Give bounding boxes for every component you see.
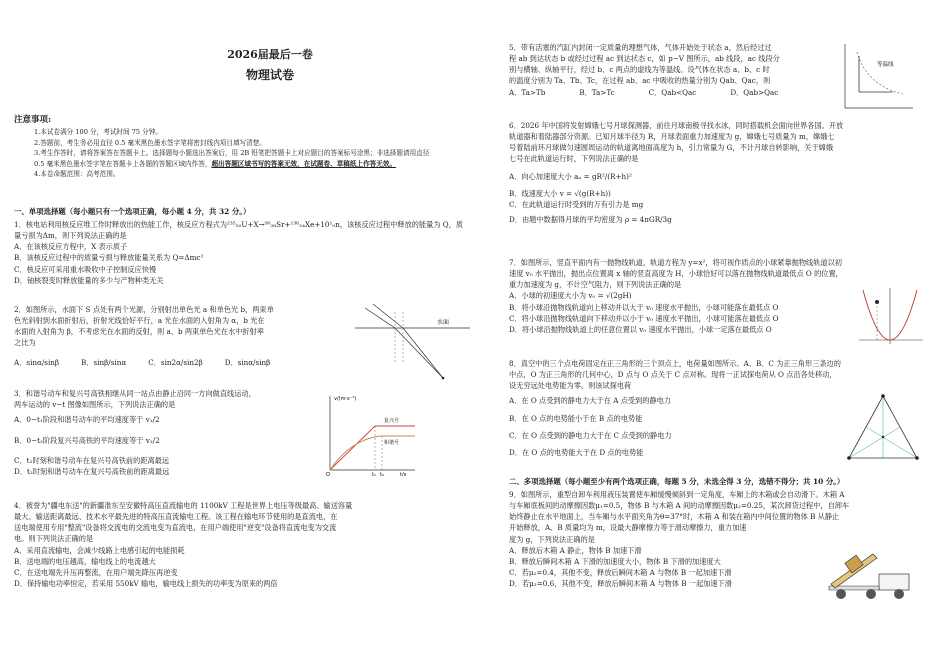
option: D．铀核裂变时释放能量的多少与产物种类无关 [14, 275, 164, 285]
option: A．0−t₁阶段和谐号动车的平均速度等于 v₁/2 [14, 415, 160, 425]
ray-b [403, 328, 443, 378]
parabola-figure [855, 286, 925, 346]
option: C．将小球沿抛物线轨道向下移动并以小于 v₀ 速度水平抛出，小球可能落在最低点 O [509, 313, 779, 323]
wheel [836, 589, 846, 599]
notice-item: 3.考生作答时，请将答案答在答题卡上。选择题每小题选出答案后，用 2B 铅笔把答题卡上对应题目的答案标号涂黑；非选择题请用直径 0.5 毫米黑色墨水签字笔在答题卡上各题的答题区域内作答，超出答题区域书写的答案无效，在试题卷、草稿纸上作答无效。 [34, 149, 430, 168]
option: C．sin2α/sin2β [148, 357, 203, 367]
refraction-figure [355, 302, 470, 382]
option: B．线速度大小 v = √(g(R+h)) [509, 188, 611, 198]
option: A．释放后木箱 A 静止，物体 B 加速下滑 [509, 545, 642, 555]
option: D．若μ₂=0.6，其他不变，释放后瞬间木箱 A 与物体 B 一起加速下滑 [509, 579, 732, 589]
notice-item: 2.答题前，考生务必用直径 0.5 毫米黑色墨水签字笔将密封线内项目填写清楚。 [34, 138, 266, 147]
option: A．在 O 点受到的静电力大于在 A 点受到的静电力 [509, 396, 671, 406]
option: D．保持输电功率恒定，若采用 550kV 输电，输电线上损失的功率变为原来的两倍 [14, 579, 278, 589]
option: C．在此轨道运行时受到的万有引力是 mg [509, 199, 644, 209]
option: B．释放后瞬间木箱 A 下滑的加速度大小，物体 B 下滑的加速度大 [509, 556, 721, 566]
question-8: 8．真空中的三个点电荷固定在正三角形的三个顶点上，电荷量如图所示。A、B、C 为正三角形三条边的 中点，O 为正三角形的几何中心，D 点与 O 点关于 C 点对称。现将一正试探电荷从 O 点沿各处移动， 设无穷远处电势能为零。则该试探电荷 A．在 O 点受到的静电力大于在 A 点受到的静电力 B．在 O 点的电势能小于在 B 点的电势能 C．在 O 点受到的静电力大于在 C 点受到的静电力 D．在 O 点的电势能大于在 D 点的电势能 [509, 358, 939, 458]
option: B．Ta>Tc [579, 87, 615, 97]
option: A．采用直流输电，会减少线路上电感引起的电能损耗 [14, 545, 185, 555]
question-9: 9．如图所示，重型自卸车利用液压装置使车厢缓慢倾斜到一定角度，车厢上的木箱或会自动滑下。木箱 A 与车厢底板间的动摩擦因数μ₁=0.5，物体 B 与木箱 A 间的动摩擦因数μ₂=0.25，某次卸货过程中，自卸车 始终静止在水平地面上，当车厢与水平面夹角为θ=37°时，木箱 A 和装在箱内中间位置的物体 B 从静止 开始释放，A、B 质量均为 m，设最大静摩擦力等于滑动摩擦力，重力加速 度为 g，下列说法正确的是 A．释放后木箱 A 静止，物体 B 加速下滑 B．释放后瞬间木箱 A 下滑的加速度大小，物体 B 下滑的加速度大 C．若μ₂=0.4，其他不变，释放后瞬间木箱 A 与物体 B 一起加速下滑 D．若μ₂=0.6，其他不变，释放后瞬间木箱 A 与物体 B 一起加速下滑 [509, 489, 939, 589]
truck-cab [879, 574, 909, 590]
median [849, 427, 900, 458]
question-1: 1．核电站利用核反应堆工作时释放出的热能工作，核反应方程式为²³⁵₉₂U+X→⁹⁰₃₈Sr+¹³⁶₅₄Xe+10¹₀n，该核反应过程中释放的能量为 Q，质量亏损为Δm，则下列说法正确的是 A．在该核反应方程中，X 表示质子 B．该核反应过程中的质量亏损与释放能量关系为 Q=Δmc² C．核反应可采用重水吸收中子控制反应快慢 D．铀核裂变时释放能量的多少与产物种类无关 [14, 220, 464, 285]
option: C．核反应可采用重水吸收中子控制反应快慢 [14, 264, 157, 274]
triangle-figure [843, 392, 923, 468]
notice-item: 1.本试卷满分 100 分，考试时间 75 分钟。 [34, 128, 162, 136]
option: B．该核反应过程中的质量亏损与释放能量关系为 Q=Δmc² [14, 253, 204, 263]
isotherm [857, 52, 903, 94]
option: D．在 O 点的电势能大于在 D 点的电势能 [509, 447, 644, 457]
ray-a [395, 328, 443, 378]
t-axis-label: t/s [400, 472, 407, 476]
section2-heading: 二、多项选择题（每小题至少有两个选项正确，每题 5 分，未选全得 3 分，选错不得分；共 10 分。） [509, 477, 845, 486]
charge [881, 394, 885, 398]
option: A．Ta>Tb [509, 87, 546, 97]
box-a [845, 555, 863, 573]
origin-label: O [326, 472, 330, 476]
isotherm-label: 等温线 [877, 62, 894, 68]
pv-graph [837, 42, 917, 114]
v-axis-label: v/(m·s⁻¹) [334, 396, 357, 402]
t2-label: t₂ [380, 472, 384, 476]
option: B．0−t₂阶段复兴号高铁的平均速度等于 v₂/2 [14, 436, 160, 446]
notice-item: 4.本卷命题范围：高考范围。 [34, 170, 120, 179]
option: B．送电端的电压越高，输电线上的电流越大 [14, 556, 156, 566]
question-6: 6．2026 年中国将发射嫦娥七号月球探测器，前往月球南极寻找水冰，同时搭载机会面向世界各国。开放 轨道器和着陆器部分资源。已知月球半径为 R，月球表面重力加速度为 g，嫦娥七号质量为 m，嫦娥七 号着陆前环月球做匀速圆周运动的轨道离地面高度为 h，引力常量为 G，不计月球自转影响，关于嫦娥 七号在此轨道运行时，下列说法正确的是 A．向心加速度大小 aₙ = gR²/(R+h)² B．线速度大小 v = √(g(R+h)) C．在此轨道运行时受到的万有引力是 mg D．由题中数据得月球的平均密度为 ρ = 4πGR/3g [509, 120, 939, 225]
option: B．sinβ/sinα [81, 357, 127, 367]
option: D．sinα/sinβ [224, 357, 271, 367]
option: C．在 O 点受到的静电力大于在 C 点受到的静电力 [509, 430, 672, 440]
option: C．t₁时刻和谐号动车在复兴号高铁前的距离最远 [14, 455, 170, 465]
option: C．若μ₂=0.4，其他不变，释放后瞬间木箱 A 与物体 B 一起加速下滑 [509, 568, 732, 578]
wheel [894, 589, 904, 599]
option: D．Qab>Qac [730, 87, 779, 97]
exam-title: 2026届最后一卷 [227, 48, 313, 61]
option: C．在送电端先升压再整流，在用户端先降压再逆变 [14, 567, 178, 577]
question-4: 4．被誉为"疆电东送"的新疆准东至安徽特高压直流输电的 1100kV 工程是世界上电压等级最高、输送容量 最大、输送距离最远、技术水平最先进的特高压直流输电工程。该工程在输电环节使用的是直流电，在 送电端使用专用"整流"设备将交流电的交流电变为直流电，在用户端使用"逆变"设备将直流电变为交流 电。则下列说法正确的是 A．采用直流输电，会减少线路上电感引起的电能损耗 B．送电端的电压越高，输电线上的电流越大 C．在送电端先升压再整流，在用户端先降压再逆变 D．保持输电功率恒定，若采用 550kV 输电，输电线上损失的功率变为原来的两倍 [14, 500, 464, 589]
option: A．小球的初速度大小为 v₀ = √(2gH) [509, 291, 632, 301]
option: B．在 O 点的电势能小于在 B 点的电势能 [509, 413, 643, 423]
hexie-curve [330, 436, 415, 470]
fuxing-line [330, 426, 415, 470]
center-point [882, 436, 884, 438]
nuclear-equation: ²³⁵₉₂U+X→⁹⁰₃₈Sr+¹³⁶₅₄Xe+10¹₀n [227, 220, 340, 229]
notice-heading: 注意事项: [14, 115, 52, 125]
hexie-label: 和谐号 [384, 440, 400, 446]
option: B．将小球沿抛物线轨道向上移动并以大于 v₀ 速度水平抛出，小球可能落在最低点 O [509, 302, 779, 312]
wheel [866, 589, 876, 599]
vt-graph [320, 392, 420, 476]
option: A．在该核反应方程中，X 表示质子 [14, 242, 128, 252]
source-point [442, 377, 445, 380]
option: A．sinα/sinβ [14, 357, 60, 367]
notice-warning: 超出答题区域书写的答案无效，在试题卷、草稿纸上作答无效。 [211, 159, 397, 168]
question-3: 3．和谐号动车和复兴号高铁相继从同一站点由静止沿同一方向做直线运动， 两车运动的 v−t 图像如图所示，下列说法正确的是 A．0−t₁阶段和谐号动车的平均速度等于 v₁/2 B．0−t₂阶段复兴号高铁的平均速度等于 v₂/2 C．t₁时刻和谐号动车在复兴号高铁前的距离最远 D．t₂时刻和谐号动车在复兴号高铁前的距离最远 [14, 388, 334, 477]
charge [847, 456, 851, 460]
option: C．Qab<Qac [648, 87, 697, 97]
option: D．由题中数据得月球的平均密度为 ρ = 4πGR/3g [509, 215, 672, 225]
option: A．向心加速度大小 aₙ = gR²/(R+h)² [509, 171, 632, 181]
t1-label: t₁ [372, 472, 376, 476]
question-7: 7．如图所示，竖直平面内有一抛物线轨道，轨道方程为 y=x²，将可视作质点的小球紧靠抛物线轨道以初 速度 v₀ 水平抛出，抛出点位置离 x 轴的竖直高度为 H，小球恰好可以落在抛物线轨道最低点 O 的位置， 重力加速度为 g，不计空气阻力，则下列说法正确的是 A．小球的初速度大小为 v₀ = √(2gH) B．将小球沿抛物线轨道向上移动并以大于 v₀ 速度水平抛出，小球可能落在最低点 O C．将小球沿抛物线轨道向下移动并以小于 v₀ 速度水平抛出，小球可能落在最低点 O D．将小球沿抛物线轨道上的任意位置以 v₀ 速度水平抛出，小球一定落在最低点 O [509, 257, 939, 335]
option: D．t₂时刻和谐号动车在复兴号高铁前的距离最远 [14, 466, 170, 476]
option: D．将小球沿抛物线轨道上的任意位置以 v₀ 速度水平抛出，小球一定落在最低点 O [509, 324, 772, 334]
subject-title: 物理试卷 [245, 68, 294, 82]
charge [915, 456, 919, 460]
question-2: 2．如图所示，水面下 S 点处有两个光源，分别射出单色光 a 和单色光 b，两束单 色光斜射到水面折射后，折射光线恰好平行，a 光在水面的入射角为 α，b 光在 水面的入射角为 β，不考虑光在水面的反射，则 a、b 两束单色光在水中折射率 之比为 A．sinα/sinβ B．sinβ/sinα C．sin2α/sin2β D．sinα/sinβ [14, 305, 274, 367]
fuxing-label: 复兴号 [384, 418, 400, 424]
question-5: 5．带有活塞的汽缸内封闭一定质量的理想气体，气体开始处于状态 a，然后经过过 程 ab 到达状态 b 或经过过程 ac 到达状态 c，如 p−V 图所示，ab 线段，ac 线段分 别与横轴、纵轴平行，经过 b、c 两点的虚线为等温线。设气体在状态 a、b、c 时 的温度分别为 Ta、Tb、Tc，在过程 ab、ac 中吸收的热量分别为 Qab、Qac，则 A．Ta>Tb B．Ta>Tc C．Qab<Qac D．Qab>Qac [509, 43, 780, 97]
notice-block [34, 127, 439, 180]
dump-truck-figure [825, 540, 925, 602]
water-label: 水面 [437, 319, 450, 326]
section1-heading: 一、单项选择题（每小题只有一个选项正确，每小题 4 分，共 32 分。） [14, 207, 251, 216]
median [866, 427, 917, 458]
